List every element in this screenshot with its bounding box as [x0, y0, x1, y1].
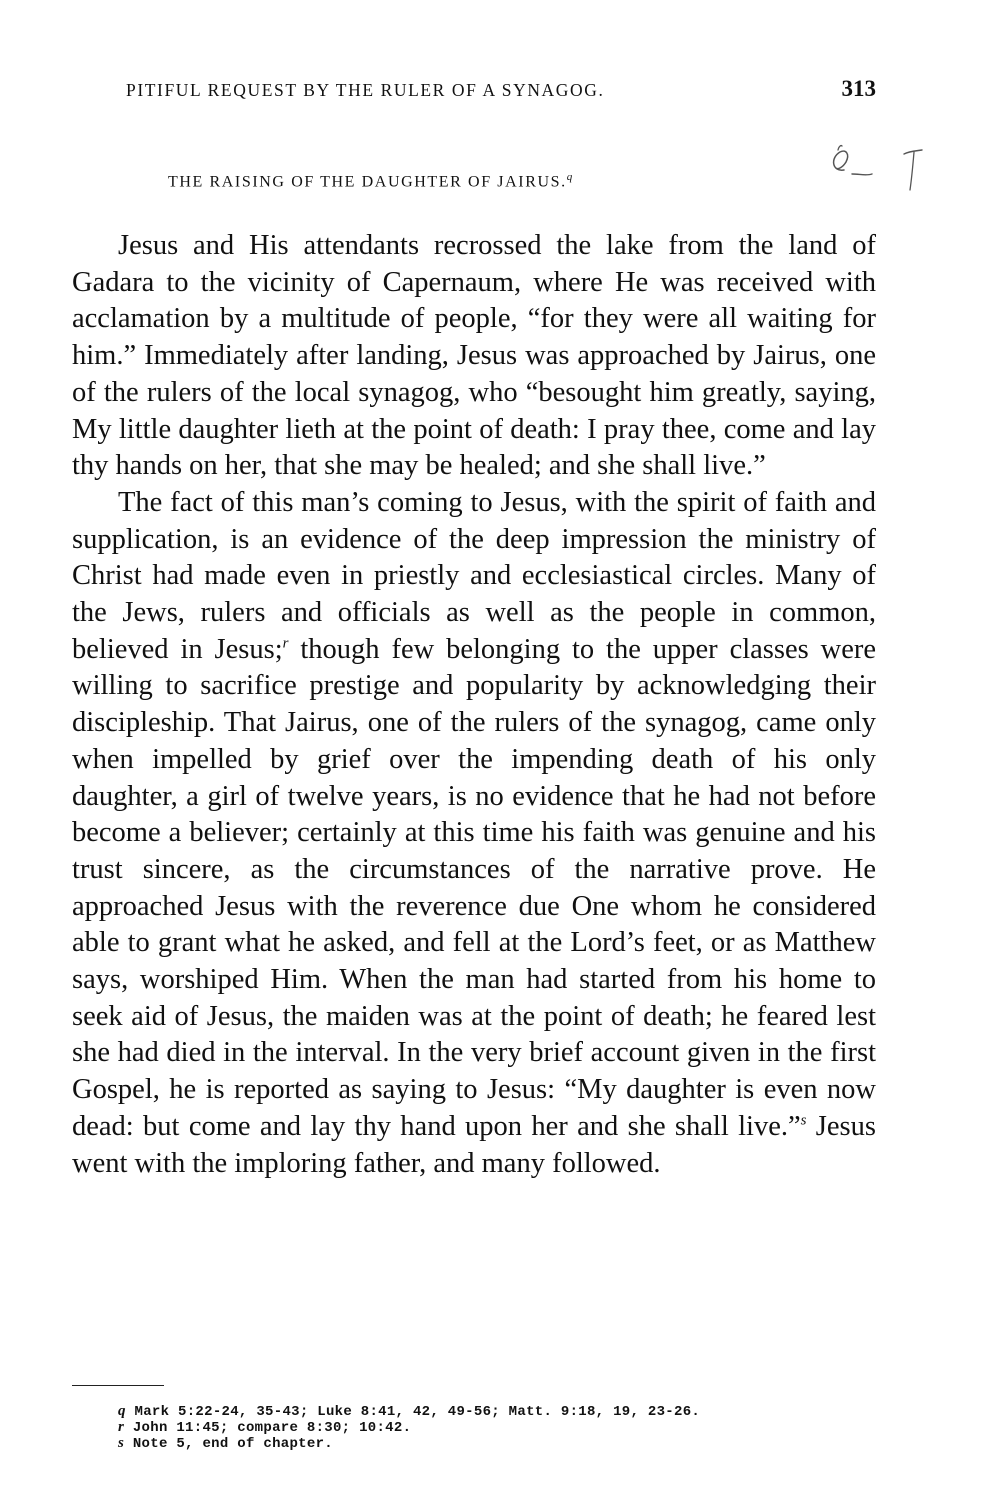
section-title-text: THE RAISING OF THE DAUGHTER OF JAIRUS. [168, 173, 567, 191]
paragraph-1: Jesus and His attendants recrossed the lake from the land of Gadara to the vicinity of Capernaum, where He was received with acclamation by a multitude of people, “for they were all waiting for him.” Immediately after landing, Jesus was approached by Jairus, one of the rulers of the local synagog, who “besought him greatly, saying, My little daughter lieth at the point of death: I pray thee, come and lay thy hands on her, that she may be healed; and she shall live.” [72, 230, 876, 482]
footnote-r [118, 1420, 838, 1436]
section-title [168, 171, 868, 191]
paragraph-2 [72, 485, 876, 1182]
footnote-text: Mark 5:22-24, 35-43; Luke 8:41, 42, 49-56; Matt. 9:18, 19, 23-26. [134, 1404, 701, 1420]
footnote-mark: s [118, 1435, 125, 1451]
footnote-text: Note 5, end of chapter. [132, 1436, 333, 1452]
footnote-divider [72, 1385, 164, 1386]
running-head [126, 76, 876, 106]
paragraph-2-part-2: though few belonging to the upper classes were willing to sacrifice prestige and popularity by acknowledging their discipleship. That Jairus, one of the rulers of the synagog, came only when impelled by grief over the impending death of his only daughter, a girl of twelve years, is no evidence that he had not before become a believer; certainly at this time his faith was genuine and his trust sincere, as the circumstances of the narrative prove. He approached Jesus with the reverence due One whom he considered able to grant what he asked, and fell at the Lord’s feet, or as Matthew says, worshiped Him. When the man had started from his home to seek aid of Jesus, the maiden was at the point of death; he feared lest she had died in the interval. In the very brief account given in the first Gospel, he is reported as saying to Jesus: “My daughter is even now dead: but come and lay thy hand upon her and she shall live.” [72, 633, 877, 1142]
footnote-mark: r [118, 1419, 125, 1435]
footnotes [118, 1404, 838, 1452]
handwritten-annotation [826, 134, 936, 194]
paragraph-2-part-1: The fact of this man’s coming to Jesus, with the spirit of faith and supplication, is an evidence of the deep impression the ministry of Christ had made even in priestly and ecclesiastical circles. Many of the Jews, rulers and officials as well as the people in common, believed in Jesus; [72, 486, 876, 665]
body-text [72, 228, 876, 1182]
footnote-text: John 11:45; compare 8:30; 10:42. [132, 1420, 412, 1436]
footnote-q [118, 1404, 838, 1420]
page-number: 313 [841, 76, 876, 101]
footnote-s [118, 1436, 838, 1452]
section-title-footnote-ref: q [566, 171, 573, 183]
running-title: PITIFUL REQUEST BY THE RULER OF A SYNAGOG. [126, 80, 605, 100]
footnote-ref-s: s [800, 1112, 807, 1129]
footnote-ref-r: r [282, 635, 289, 652]
paragraph-2-part-3: Jesus went with the imploring father, and many followed. [72, 1110, 876, 1179]
footnote-mark: q [118, 1403, 126, 1419]
